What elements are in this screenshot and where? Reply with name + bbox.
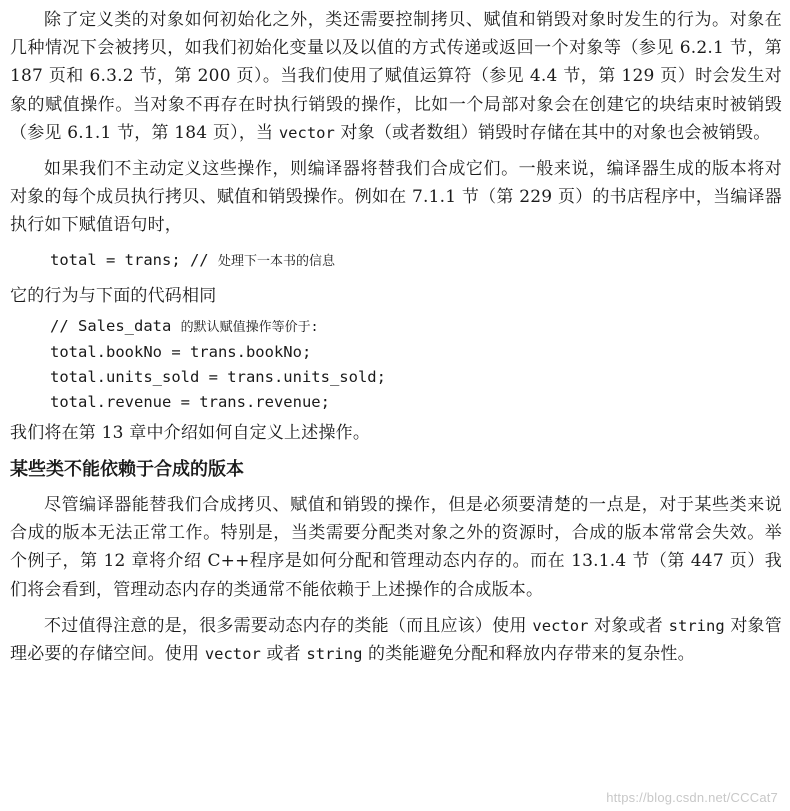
inline-code-vector: vector xyxy=(204,645,261,664)
paragraph-intro-text-2: 对象（或者数组）销毁时存储在其中的对象也会被销毁。 xyxy=(334,122,771,143)
code-equivalent-block xyxy=(10,314,782,415)
document-page xyxy=(10,6,782,668)
paragraph-intro xyxy=(10,6,782,147)
code-line: total.units_sold = trans.units_sold; xyxy=(50,367,386,386)
code-assignment xyxy=(10,248,782,274)
inline-code-vector: vector xyxy=(532,616,589,635)
paragraph-dynamic-memory: 不过值得注意的是，很多需要动态内存的类能（而且应该）使用 vector 对象或者 string 对象管理必要的存储空间。使用 vector 或者 string 的类能避免分配和释放内存带来的复杂性。 xyxy=(10,615,782,665)
section-heading: 某些类不能依赖于合成的版本 xyxy=(10,459,244,481)
watermark-url: https://blog.csdn.net/CCCat7 xyxy=(606,790,778,805)
code-comment-line: // Sales_data 的默认赋值操作等价于: xyxy=(50,316,319,335)
code-line: total.revenue = trans.revenue; xyxy=(50,392,330,411)
paragraph-intro-text-1: 除了定义类的对象如何初始化之外，类还需要控制拷贝、赋值和销毁对象时发生的行为。对象在几种情况下会被拷贝，如我们初始化变量以及以值的方式传递或返回一个对象等（参见 6.2.1 节，第 187 页和 6.3.2 节，第 200 页）。当我们使用了赋值运算符（参见 4.4 节，第 129 页）时会发生对象的赋值操作。当对象不再存在时执行销毁的操作，比如一个局部对象会在创建它的块结束时被销毁（参见 6.1.1 节，第 184 页），当 xyxy=(10,10,782,143)
inline-code-vector: vector xyxy=(278,123,335,142)
paragraph-cannot-rely: 尽管编译器能替我们合成拷贝、赋值和销毁的操作，但是必须要清楚的一点是，对于某些类来说合成的版本无法正常工作。特别是，当类需要分配类对象之外的资源时，合成的版本常常会失效。举个例子，第 12 章将介绍 C++程序是如何分配和管理动态内存的。而在 13.1.4 节（第 447 页）我们将会看到，管理动态内存的类通常不能依赖于上述操作的合成版本。 xyxy=(10,495,782,600)
paragraph-synthesized: 如果我们不主动定义这些操作，则编译器将替我们合成它们。一般来说，编译器生成的版本将对对象的每个成员执行拷贝、赋值和销毁操作。例如在 7.1.1 节（第 229 页）的书店程序中，当编译器执行如下赋值语句时， xyxy=(10,159,782,236)
code-line: total.bookNo = trans.bookNo; xyxy=(50,342,312,361)
code-assignment-comment: 处理下一本书的信息 xyxy=(217,253,335,269)
inline-code-string: string xyxy=(306,645,363,664)
paragraph-equivalent: 它的行为与下面的代码相同 xyxy=(10,285,217,306)
inline-code-string: string xyxy=(668,616,725,635)
paragraph-chapter-13: 我们将在第 13 章中介绍如何自定义上述操作。 xyxy=(10,422,371,443)
code-assignment-statement: total = trans; // xyxy=(50,250,218,269)
